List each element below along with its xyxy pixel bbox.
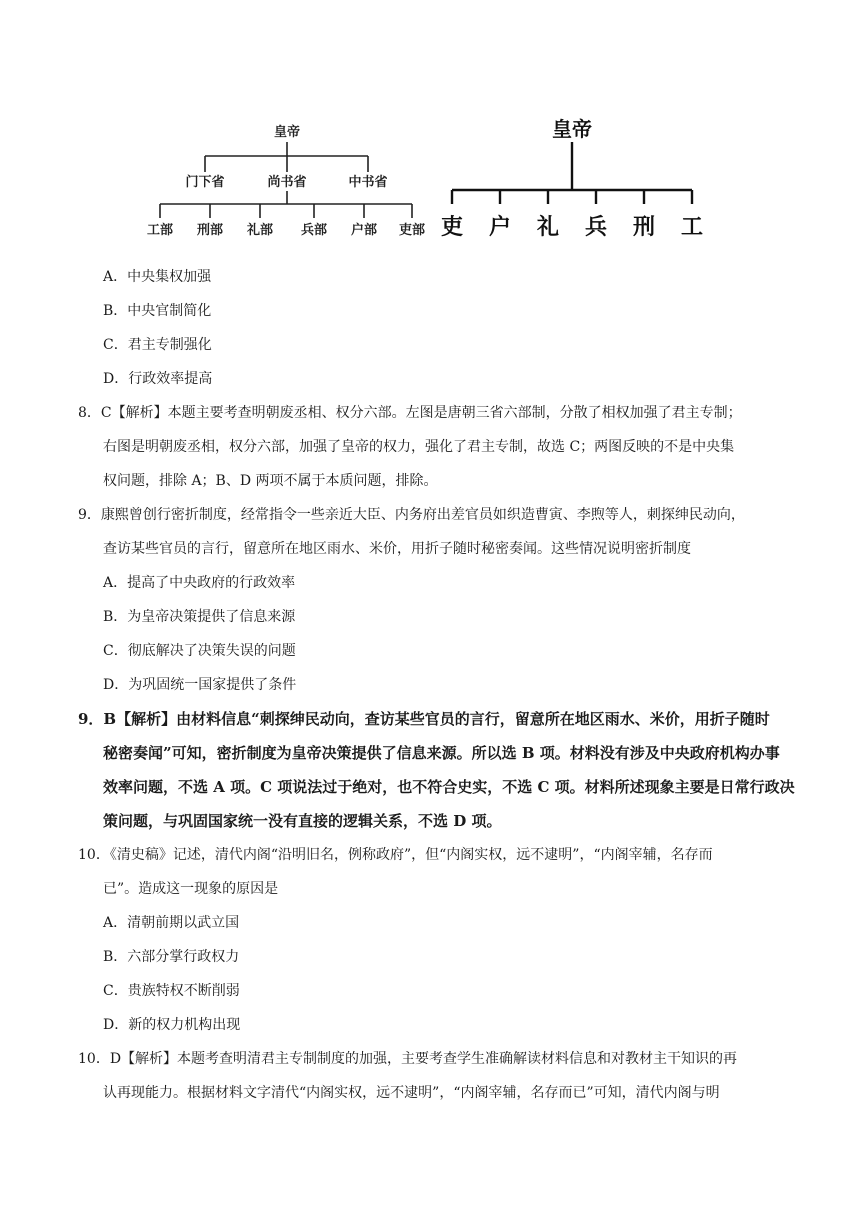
q10-answer-line-1: 10．D【解析】本题考查明清君主专制制度的加强，主要考查学生准确解读材料信息和对教材主干知识的再 [78, 1051, 738, 1067]
tang-libu-label: 礼部 [246, 223, 274, 238]
q9-answer-line-4: 策问题，与巩固国家统一没有直接的逻辑关系，不选 D 项。 [103, 812, 502, 830]
q10-option-d: D．新的权力机构出现 [103, 1017, 241, 1033]
q7-option-b: B．中央官制简化 [103, 303, 212, 319]
q10-option-c: C．贵族特权不断削弱 [103, 983, 240, 999]
q10-question-line-2: 已”。造成这一现象的原因是 [103, 881, 279, 897]
tang-structure-diagram [140, 118, 440, 243]
q9-answer-line-2: 秘密奏闻”可知，密折制度为皇帝决策提供了信息来源。所以选 B 项。材料没有涉及中央政府机构办事 [103, 744, 780, 762]
tang-emperor-label: 皇帝 [273, 125, 301, 140]
ming-structure-diagram [440, 110, 720, 245]
tang-xingbu-label: 刑部 [196, 223, 224, 238]
ming-xing-label: 刑 [632, 214, 656, 240]
q10-answer-line-2: 认再现能力。根据材料文字清代“内阁实权，远不逮明”，“内阁宰辅，名存而已”可知，清代内阁与明 [103, 1085, 720, 1101]
ming-li-label: 吏 [440, 214, 464, 240]
q7-option-d: D．行政效率提高 [103, 371, 213, 387]
tang-zhongshu-label: 中书省 [348, 175, 388, 190]
q9-question-line-2: 查访某些官员的言行，留意所在地区雨水、米价，用折子随时秘密奏闻。这些情况说明密折制度 [103, 541, 691, 557]
q9-question-line-1: 9．康熙曾创行密折制度，经常指令一些亲近大臣、内务府出差官员如织造曹寅、李煦等人，刺探绅民动向， [78, 507, 745, 523]
ming-diagram-svg [440, 110, 720, 245]
tang-gongbu-label: 工部 [146, 223, 174, 238]
q10-option-a: A．清朝前期以武立国 [103, 915, 240, 931]
q7-option-a: A．中央集权加强 [103, 269, 212, 285]
q9-answer-line-1: 9．B【解析】由材料信息“刺探绅民动向，查访某些官员的言行，留意所在地区雨水、米价，用折子随时 [78, 710, 770, 728]
q9-option-c: C．彻底解决了决策失误的问题 [103, 643, 296, 659]
q10-question-line-1: 10．《清史稿》记述，清代内阁“沿明旧名，例称政府”，但“内阁实权，远不逮明”，“内阁宰辅，名存而 [78, 847, 713, 863]
q8-answer-line-3: 权问题，排除 A；B、D 两项不属于本质问题，排除。 [103, 473, 438, 489]
q8-answer-line-1: 8．C【解析】本题主要考查明朝废丞相、权分六部。左图是唐朝三省六部制，分散了相权加强了君主专制； [78, 405, 742, 421]
ming-bing-label: 兵 [584, 214, 608, 240]
ming-li2-label: 礼 [536, 214, 560, 240]
tang-libu2-label: 吏部 [398, 223, 426, 238]
q8-answer-line-2: 右图是明朝废丞相，权分六部，加强了皇帝的权力，强化了君主专制，故选 C；两图反映的不是中央集 [103, 439, 735, 455]
ming-emperor-label: 皇帝 [552, 117, 592, 141]
q9-option-b: B．为皇帝决策提供了信息来源 [103, 609, 296, 625]
q9-option-d: D．为巩固统一国家提供了条件 [103, 677, 297, 693]
q7-option-c: C．君主专制强化 [103, 337, 212, 353]
ming-hu-label: 户 [488, 214, 512, 240]
q9-option-a: A．提高了中央政府的行政效率 [103, 575, 296, 591]
tang-shangshu-label: 尚书省 [267, 175, 307, 190]
tang-diagram-svg [140, 118, 440, 243]
q9-answer-line-3: 效率问题，不选 A 项。C 项说法过于绝对，也不符合史实，不选 C 项。材料所述现象主要是日常行政决 [103, 778, 795, 796]
tang-hubu-label: 户部 [350, 223, 378, 238]
tang-menxia-label: 门下省 [185, 175, 225, 190]
tang-bingbu-label: 兵部 [300, 223, 328, 238]
q10-option-b: B．六部分掌行政权力 [103, 949, 240, 965]
ming-gong-label: 工 [680, 214, 704, 240]
